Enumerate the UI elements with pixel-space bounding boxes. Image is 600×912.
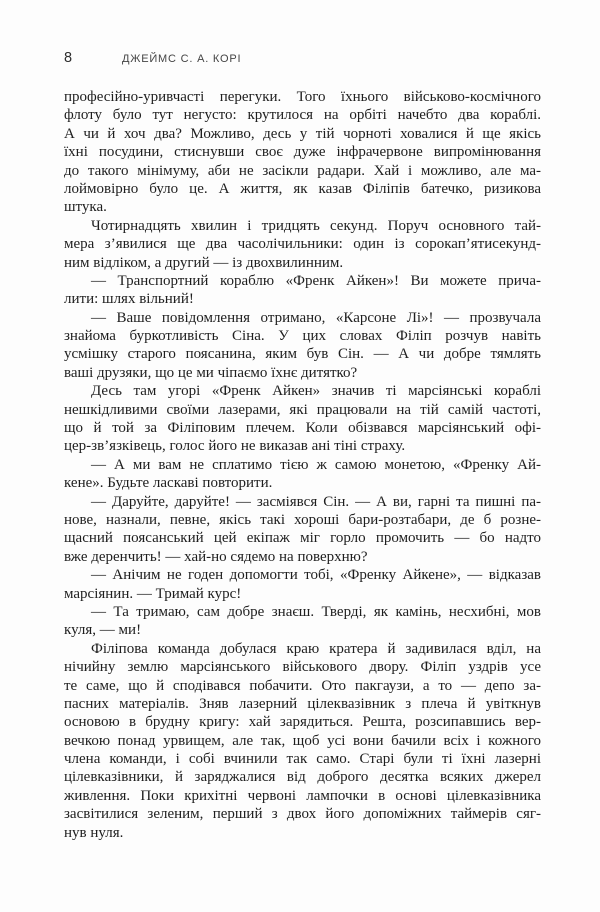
running-title: ДЖЕЙМС С. А. КОРІ bbox=[122, 53, 242, 65]
text-line: флоту було тут негусто: крутилося на орбіті начебто два кораблі. bbox=[64, 107, 541, 124]
text-line: — Анічим не годен допомогти тобі, «Френку Айкене», — відказав bbox=[91, 567, 541, 584]
text-line: живлення. Поки крихітні червоні лампочки в основі цілевказівника bbox=[64, 787, 541, 804]
paragraph bbox=[64, 603, 541, 640]
text-line: штука. bbox=[64, 199, 107, 216]
paragraph bbox=[64, 88, 541, 217]
text-line: ним відліком, а другий — із двохвилинним. bbox=[64, 254, 344, 271]
text-line: лоймовірно було це. А життя, як казав Філіпів батечко, ризикова bbox=[64, 180, 541, 197]
text-line: члена команди, і собі вчинили так само. Старі були ті їхні лазерні bbox=[64, 751, 541, 768]
text-line: знайома буркотливість Сіна. У цих словах Філіп розчув навіть bbox=[64, 328, 541, 345]
text-line: цілевказівники, й заряджалися від доброго десятка всяких джерел bbox=[64, 769, 541, 786]
text-line: до такого мінімуму, аби не засікли радари. Хай і можливо, але ма- bbox=[64, 162, 541, 179]
text-line: — Ваше повідомлення отримано, «Карсоне Лі»! — прозвучала bbox=[91, 309, 541, 326]
text-line: Десь там угорі «Френк Айкен» значив ті марсіянські кораблі bbox=[91, 383, 541, 400]
text-line: нув нуля. bbox=[64, 824, 124, 841]
text-line: — А ми вам не сплатимо тією ж самою монетою, «Френку Ай- bbox=[91, 456, 541, 473]
text-line: вже деренчить! — хай-но сядемо на поверхню? bbox=[64, 548, 368, 565]
text-line: — Даруйте, даруйте! — засміявся Сін. — А ви, гарні та пишні па- bbox=[91, 493, 541, 510]
page-body bbox=[64, 88, 541, 842]
text-line: — Транспортний кораблю «Френк Айкен»! Ви можете прича- bbox=[91, 272, 541, 289]
text-line: що й той за Філіповим плечем. Коли обізвався марсіянський офі- bbox=[64, 420, 541, 437]
text-line: ваші друзяки, що це ми чіпаємо їхнє дитятко? bbox=[64, 364, 358, 381]
paragraph bbox=[64, 272, 541, 309]
page-number: 8 bbox=[64, 50, 73, 66]
text-line: марсіянин. — Тримай курс! bbox=[64, 585, 242, 602]
paragraph bbox=[64, 456, 541, 493]
text-line: мера з’явилися ще два часолічильники: один із сорокап’ятисекунд- bbox=[64, 236, 541, 253]
text-line: нове, назнали, певне, якісь такі хороші бари-розтабари, де б розне- bbox=[64, 511, 541, 528]
text-line: Чотирнадцять хвилин і тридцять секунд. Поруч основного тай- bbox=[91, 217, 541, 234]
text-line: вечкою понад урвищем, але так, щоб усі вони бачили всіх і кожного bbox=[64, 732, 541, 749]
text-line: пасних матеріалів. Зняв лазерний цілеквазівник з плеча й увіткнув bbox=[64, 695, 541, 712]
text-line: основою в брудну кригу: хай зарядиться. Решта, розсипавшись вер- bbox=[64, 714, 541, 731]
paragraph bbox=[64, 493, 541, 567]
text-line: А чи й хоч два? Можливо, десь у тій чорноті ховалися й ще якісь bbox=[64, 125, 541, 142]
text-line: — Та тримаю, сам добре знаєш. Тверді, як камінь, несхибні, мов bbox=[91, 603, 541, 620]
text-line: нічийну землю марсіянського військового двору. Філіп уздрів усе bbox=[64, 659, 541, 676]
text-line: засвітилися зеленим, перший з двох його допоміжних таймерів сяг- bbox=[64, 806, 541, 823]
paragraph bbox=[64, 566, 541, 603]
text-line: куля, — ми! bbox=[64, 622, 142, 639]
text-line: усмішку старого поясанина, яким був Сін. — А чи добре тямлять bbox=[64, 346, 541, 363]
text-line: нешкідливими своїми лазерами, які працювали на тій самій частоті, bbox=[64, 401, 541, 418]
text-line: Філіпова команда добулася краю кратера й задивилася вділ, на bbox=[91, 640, 541, 657]
paragraph bbox=[64, 382, 541, 456]
text-line: кене». Будьте ласкаві повторити. bbox=[64, 475, 273, 492]
text-line: їхні посудини, стиснувши своє дуже інфрачервоне випромінювання bbox=[64, 144, 541, 161]
paragraph bbox=[64, 640, 541, 842]
running-head bbox=[64, 50, 540, 66]
text-line: професійно-уривчасті перегуки. Того їхнього військово-космічного bbox=[64, 89, 541, 105]
text-line: лити: шлях вільний! bbox=[64, 291, 194, 308]
paragraph bbox=[64, 217, 541, 272]
text-line: те саме, що й сподівався побачити. Ото пакгаузи, а то — депо за- bbox=[64, 677, 541, 694]
paragraph bbox=[64, 309, 541, 383]
text-line: щасний поясанський цей екіпаж міг горло промочить — бо надто bbox=[64, 530, 541, 547]
text-line: цер-зв’язківець, голос його не виказав ані тіні страху. bbox=[64, 438, 406, 455]
